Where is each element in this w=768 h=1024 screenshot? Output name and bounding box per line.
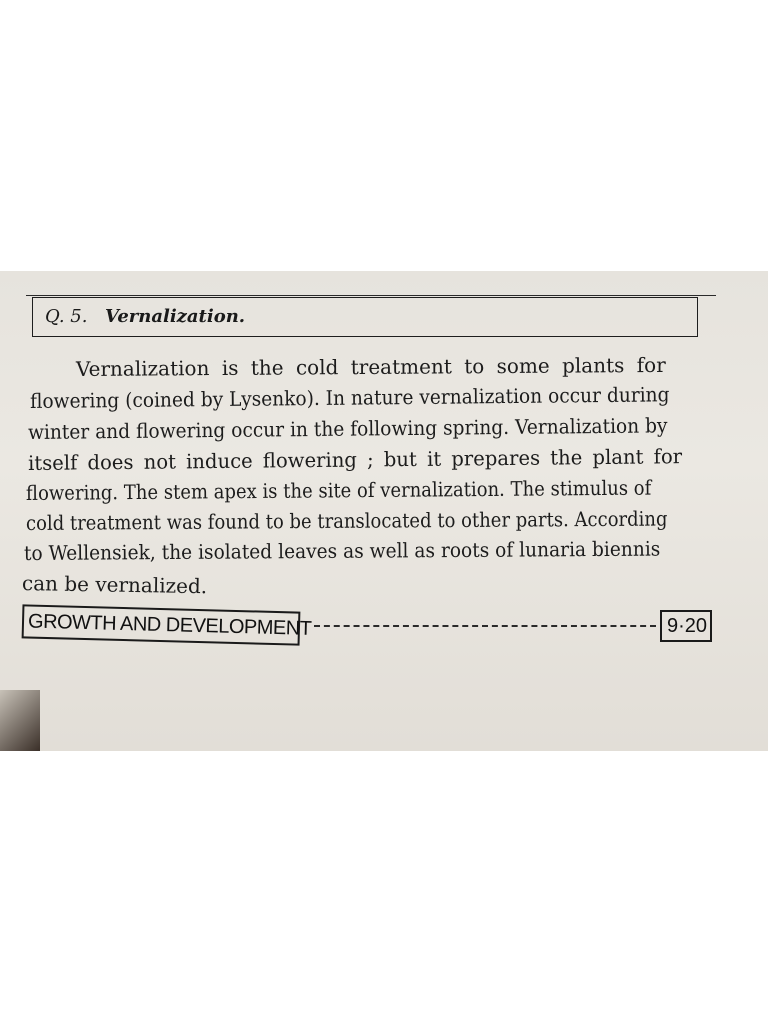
bleed-through-smudge	[40, 659, 300, 689]
body-line: winter and flowering occur in the following spring. Vernalization by	[27, 413, 668, 444]
question-title: Vernalization.	[105, 306, 246, 327]
body-line: Vernalization is the cold treatment to some plants for	[75, 352, 666, 381]
body-line: cold treatment was found to be translocated to other parts. According	[25, 506, 668, 535]
top-rule	[26, 295, 716, 296]
body-line: flowering (coined by Lysenko). In nature vernalization occur during	[29, 382, 670, 413]
page-number: 9·20	[667, 615, 708, 637]
page-photo	[0, 271, 768, 751]
cropped-previous-line	[30, 271, 500, 277]
page-number-box	[660, 610, 712, 642]
body-line: to Wellensiek, the isolated leaves as well as roots of lunaria biennis	[23, 536, 661, 565]
question-heading-box	[32, 297, 698, 337]
body-line: can be vernalized.	[21, 571, 208, 599]
question-number: Q. 5.	[45, 306, 88, 327]
section-footer-box	[22, 604, 312, 645]
body-line: flowering. The stem apex is the site of vernalization. The stimulus of	[25, 475, 652, 505]
section-footer-title: GROWTH AND DEVELOPMENT	[27, 610, 312, 640]
footer-dashed-leader	[314, 625, 656, 627]
photo-corner-shadow	[0, 690, 40, 751]
body-line: itself does not induce flowering ; but it prepares the plant for	[27, 444, 683, 475]
